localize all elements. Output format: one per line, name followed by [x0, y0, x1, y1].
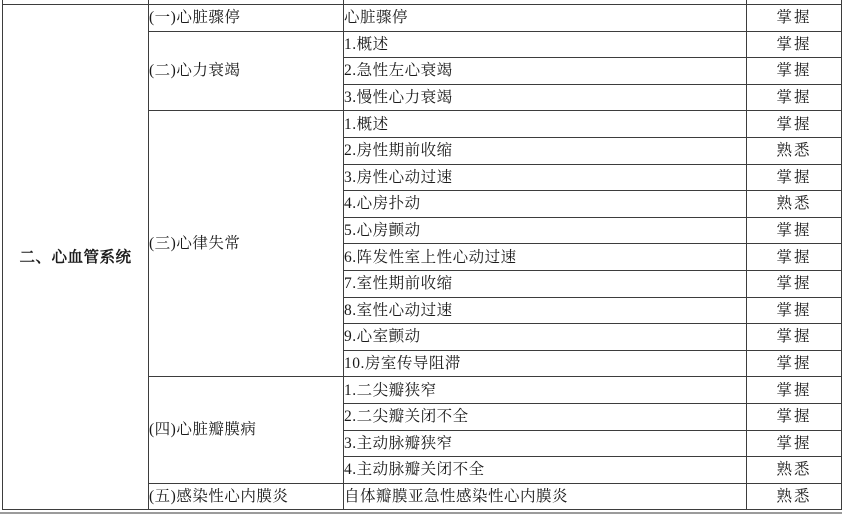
- mastery-level-cell: 掌握: [747, 58, 842, 85]
- page-bottom-rule: [0, 512, 842, 514]
- mastery-level-cell: 掌握: [747, 377, 842, 404]
- item-cell: 3.房性心动过速: [344, 164, 747, 191]
- mastery-level-cell: 掌握: [747, 5, 842, 32]
- syllabus-table: [2, 0, 842, 510]
- mastery-level-cell: 熟悉: [747, 483, 842, 510]
- item-cell: 7.室性期前收缩: [344, 270, 747, 297]
- item-cell: 6.阵发性室上性心动过速: [344, 244, 747, 271]
- system-name-cell: 二、心血管系统: [3, 5, 149, 510]
- item-cell: 1.概述: [344, 31, 747, 58]
- item-cell: 2.二尖瓣关闭不全: [344, 403, 747, 430]
- item-cell: 3.慢性心力衰竭: [344, 84, 747, 111]
- mastery-level-cell: 熟悉: [747, 457, 842, 484]
- item-cell: 10.房室传导阻滞: [344, 350, 747, 377]
- mastery-level-cell: 掌握: [747, 430, 842, 457]
- item-cell: 8.室性心动过速: [344, 297, 747, 324]
- section-label-cell: (四)心脏瓣膜病: [149, 377, 344, 483]
- mastery-level-cell: 掌握: [747, 244, 842, 271]
- item-cell: 心脏骤停: [344, 5, 747, 32]
- mastery-level-cell: 熟悉: [747, 191, 842, 218]
- mastery-level-cell: 掌握: [747, 350, 842, 377]
- table-row: [3, 5, 842, 32]
- item-cell: 5.心房颤动: [344, 217, 747, 244]
- mastery-level-cell: 掌握: [747, 84, 842, 111]
- item-cell: 自体瓣膜亚急性感染性心内膜炎: [344, 483, 747, 510]
- mastery-level-cell: 掌握: [747, 403, 842, 430]
- mastery-level-cell: 掌握: [747, 31, 842, 58]
- mastery-level-cell: 掌握: [747, 217, 842, 244]
- item-cell: 2.急性左心衰竭: [344, 58, 747, 85]
- syllabus-table-body: [3, 0, 842, 510]
- mastery-level-cell: 掌握: [747, 297, 842, 324]
- mastery-level-cell: 掌握: [747, 270, 842, 297]
- section-label-cell: (五)感染性心内膜炎: [149, 483, 344, 510]
- section-label-cell: (一)心脏骤停: [149, 5, 344, 32]
- item-cell: 2.房性期前收缩: [344, 137, 747, 164]
- item-cell: 9.心室颤动: [344, 324, 747, 351]
- item-cell: 4.心房扑动: [344, 191, 747, 218]
- item-cell: 1.概述: [344, 111, 747, 138]
- section-label-cell: (二)心力衰竭: [149, 31, 344, 111]
- mastery-level-cell: 掌握: [747, 324, 842, 351]
- item-cell: 4.主动脉瓣关闭不全: [344, 457, 747, 484]
- section-label-cell: (三)心律失常: [149, 111, 344, 377]
- item-cell: 3.主动脉瓣狭窄: [344, 430, 747, 457]
- mastery-level-cell: 熟悉: [747, 137, 842, 164]
- mastery-level-cell: 掌握: [747, 111, 842, 138]
- item-cell: 1.二尖瓣狭窄: [344, 377, 747, 404]
- mastery-level-cell: 掌握: [747, 164, 842, 191]
